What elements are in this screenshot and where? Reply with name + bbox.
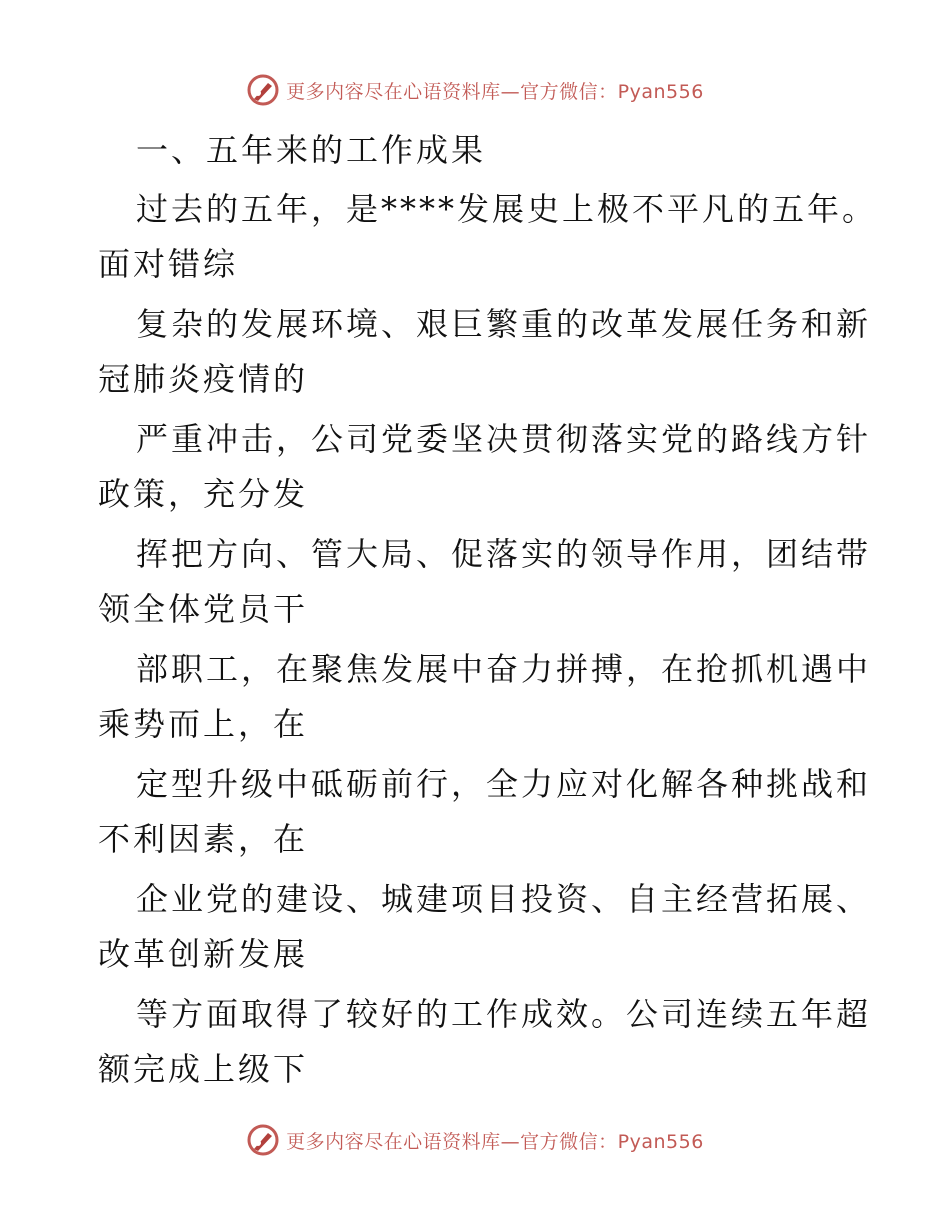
- paragraph-line: 不利因素，在: [98, 820, 309, 858]
- section-heading: 一、五年来的工作成果: [136, 131, 487, 169]
- paragraph-line: 挥把方向、管大局、促落实的领导作用，团结带: [136, 535, 872, 573]
- pen-logo-icon: [246, 73, 280, 107]
- paragraph-line: 企业党的建设、城建项目投资、自主经营拓展、: [136, 880, 872, 918]
- paragraph-line: 领全体党员干: [98, 590, 309, 628]
- paragraph-line: 改革创新发展: [98, 935, 309, 973]
- paragraph-line: 等方面取得了较好的工作成效。公司连续五年超: [136, 995, 872, 1033]
- paragraph-line: 额完成上级下: [98, 1050, 309, 1088]
- paragraph-line: 严重冲击，公司党委坚决贯彻落实党的路线方针: [136, 420, 872, 458]
- watermark-text: 更多内容尽在心语资料库—官方微信：Pyan556: [286, 1130, 704, 1153]
- paragraph-line: 过去的五年，是****发展史上极不平凡的五年。: [136, 190, 878, 228]
- paragraph-line: 政策，充分发: [98, 475, 309, 513]
- paragraph-line: 面对错综: [98, 245, 239, 283]
- paragraph-line: 乘势而上，在: [98, 705, 309, 743]
- paragraph-line: 定型升级中砥砺前行，全力应对化解各种挑战和: [136, 765, 872, 803]
- paragraph-line: 部职工，在聚焦发展中奋力拼搏，在抢抓机遇中: [136, 650, 872, 688]
- watermark-footer: [0, 1120, 950, 1160]
- paragraph-line: 复杂的发展环境、艰巨繁重的改革发展任务和新: [136, 305, 872, 343]
- pen-logo-icon: [246, 1123, 280, 1157]
- paragraph-line: 冠肺炎疫情的: [98, 360, 309, 398]
- watermark-header: [0, 70, 950, 110]
- watermark-text: 更多内容尽在心语资料库—官方微信：Pyan556: [286, 80, 704, 103]
